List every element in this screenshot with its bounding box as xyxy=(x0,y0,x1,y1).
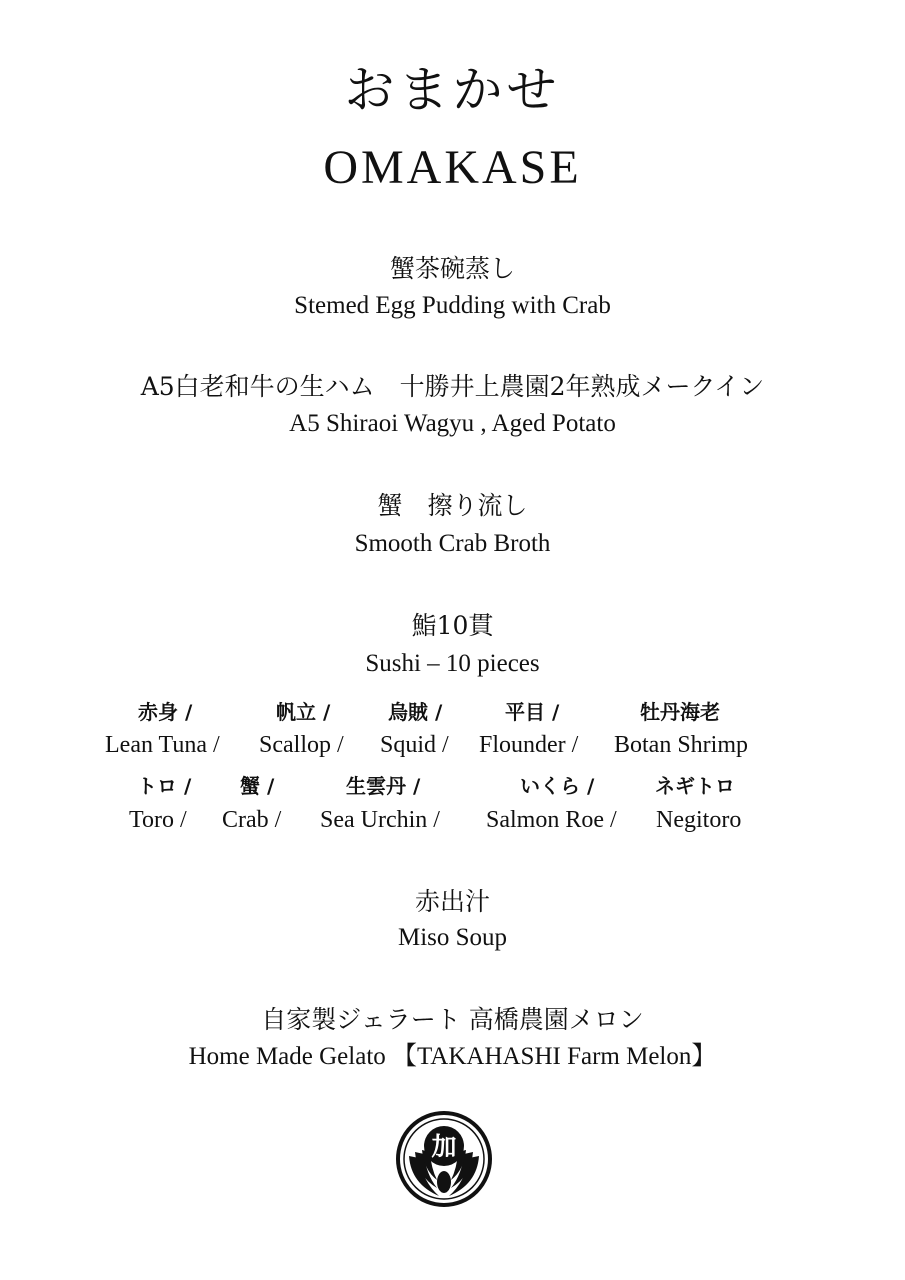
sushi-item-english: Scallop / xyxy=(259,732,344,758)
sushi-item-english: Salmon Roe / xyxy=(486,807,617,833)
course-4-english: Sushi – 10 pieces xyxy=(365,650,540,677)
course-1-english: Stemed Egg Pudding with Crab xyxy=(294,292,611,319)
course-2-english: A5 Shiraoi Wagyu , Aged Potato xyxy=(289,410,616,437)
sushi-item-japanese: トロ / xyxy=(137,774,192,798)
menu-title-japanese: おまかせ xyxy=(344,61,561,119)
sushi-item-english: Botan Shrimp xyxy=(614,732,749,758)
course-6-english: Home Made Gelato 【TAKAHASHI Farm Melon】 xyxy=(188,1043,717,1070)
sushi-item-japanese: 牡丹海老 xyxy=(640,700,720,724)
sushi-item-english: Sea Urchin / xyxy=(320,807,440,833)
sushi-item-japanese: 烏賊 / xyxy=(388,700,443,724)
course-6-japanese: 自家製ジェラート 高橋農園メロン xyxy=(261,1005,644,1034)
course-2-japanese: A5白老和牛の生ハム 十勝井上農園2年熟成メークイン xyxy=(140,372,765,401)
course-1-japanese: 蟹茶碗蒸し xyxy=(389,254,515,283)
sushi-item-japanese: いくら / xyxy=(520,774,595,798)
sushi-item-english: Crab / xyxy=(222,807,282,833)
sushi-item-english: Toro / xyxy=(129,807,187,833)
course-3-english: Smooth Crab Broth xyxy=(354,530,551,557)
sushi-item-japanese: ネギトロ xyxy=(655,774,735,798)
sushi-item-english: Negitoro xyxy=(656,807,742,833)
course-4-japanese: 鮨10貫 xyxy=(411,611,494,640)
course-5-japanese: 赤出汁 xyxy=(414,887,490,916)
sushi-item-japanese: 蟹 / xyxy=(240,774,275,798)
sushi-item-japanese: 赤身 / xyxy=(138,700,193,724)
sushi-item-english: Squid / xyxy=(380,732,449,758)
crest-character: 加 xyxy=(431,1132,457,1161)
sushi-item-english: Lean Tuna / xyxy=(105,732,220,758)
sushi-item-japanese: 平目 / xyxy=(505,700,560,724)
course-5-english: Miso Soup xyxy=(397,924,508,951)
crane-crest-icon xyxy=(395,1110,493,1208)
sushi-item-japanese: 帆立 / xyxy=(276,700,331,724)
sushi-item-japanese: 生雲丹 / xyxy=(346,774,421,798)
course-3-japanese: 蟹 擦り流し xyxy=(377,491,528,520)
menu-title-english: OMAKASE xyxy=(323,141,582,194)
sushi-item-english: Flounder / xyxy=(479,732,579,758)
